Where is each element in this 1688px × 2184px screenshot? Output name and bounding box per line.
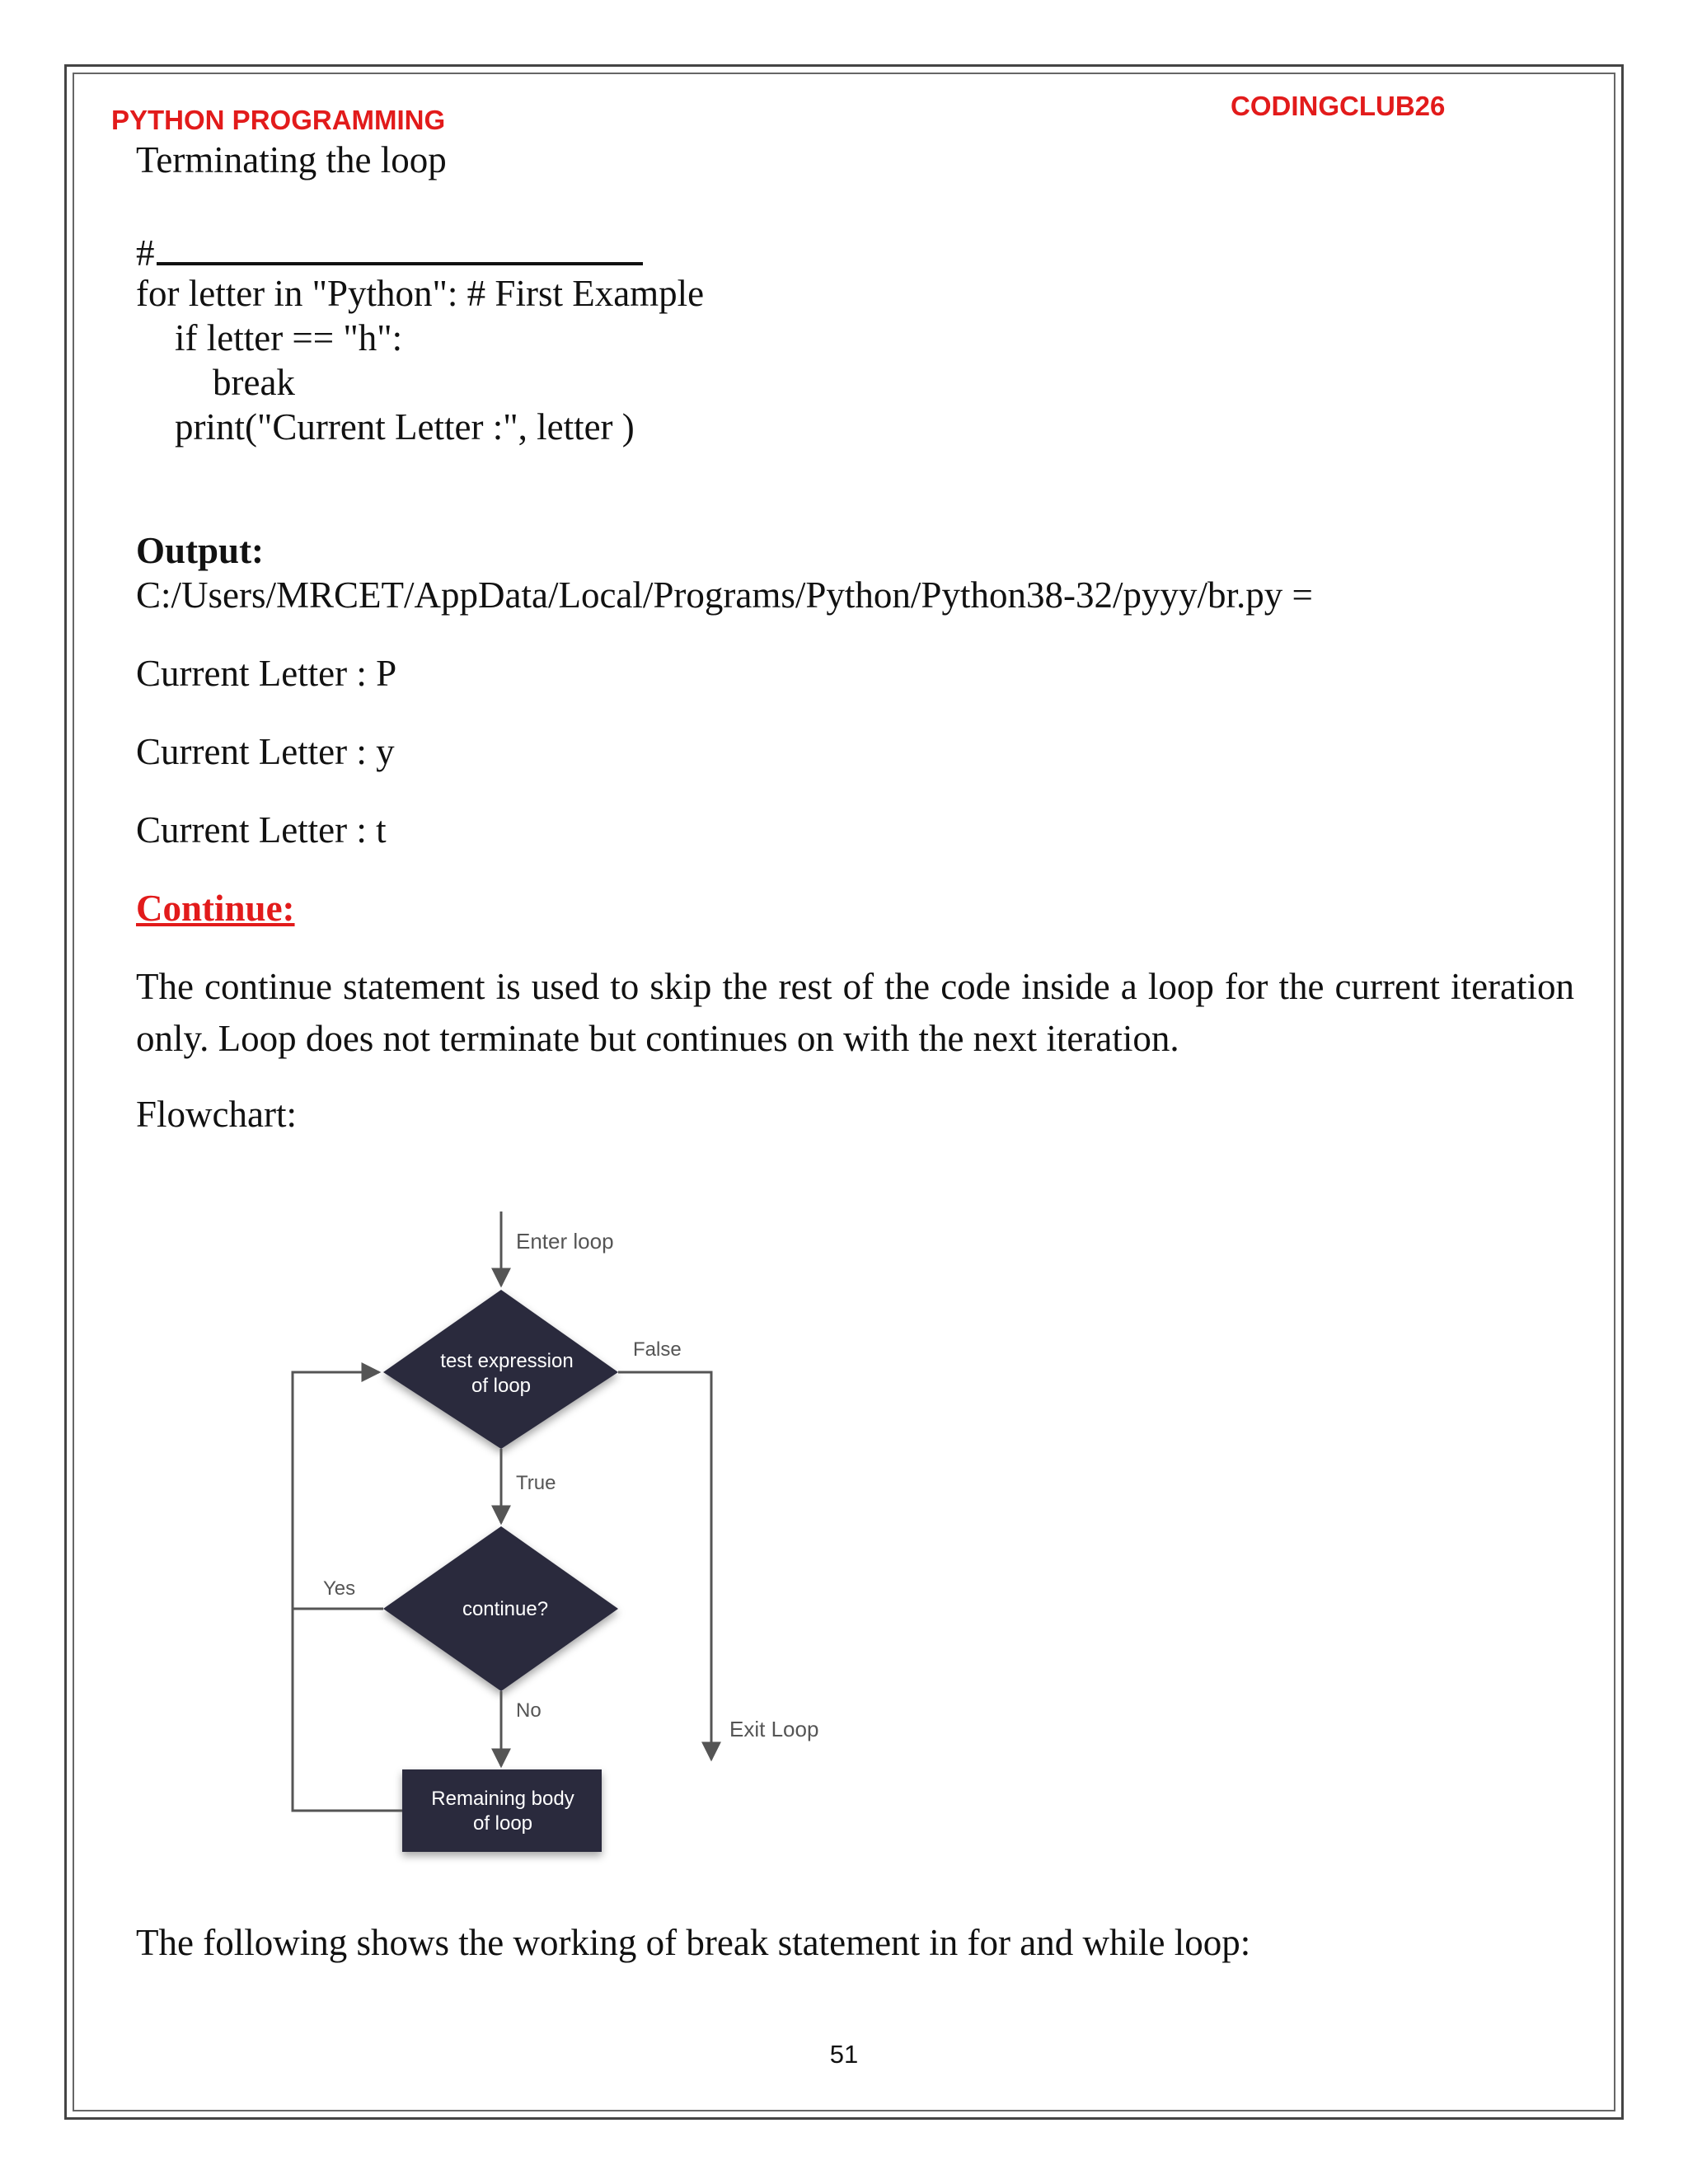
yes-branch-line [293,1372,383,1609]
blank-underline [157,262,643,265]
output-path: C:/Users/MRCET/AppData/Local/Programs/Python/Python38-32/pyyy/br.py = [136,574,1313,616]
code-line: break [213,362,295,403]
flowchart-label: Flowchart: [136,1094,297,1135]
continue-paragraph: The continue statement is used to skip the rest of the code inside a loop for the current iteration only. Loop does not terminate but continues on with the next iteration. [136,966,1574,1059]
test-expression-label: of loop [471,1375,532,1397]
no-label: No [516,1699,542,1722]
section-heading: Terminating the loop [136,139,447,180]
header-right: CODINGCLUB26 [1231,91,1446,121]
remaining-body-box [402,1769,602,1852]
comment-hash: # [136,232,155,274]
body-return-line [293,1609,402,1811]
exit-loop-label: Exit Loop [729,1717,819,1741]
header-left: PYTHON PROGRAMMING [111,105,446,135]
code-line: if letter == "h": [175,317,403,359]
code-line: for letter in "Python": # First Example [136,273,705,314]
code-line: print("Current Letter :", letter ) [175,406,635,448]
output-line: Current Letter : t [136,809,387,851]
enter-loop-label: Enter loop [516,1229,614,1254]
code-comment-line [136,232,643,274]
test-expression-label: test expression [440,1350,574,1372]
output-line: Current Letter : y [136,731,395,772]
output-label: Output: [136,530,265,571]
yes-label: Yes [323,1577,356,1600]
continue-title: Continue: [136,888,295,929]
false-branch-line [618,1372,711,1760]
footer-text: The following shows the working of break statement in for and while loop: [136,1922,1251,1963]
output-line: Current Letter : P [136,653,397,694]
true-label: True [516,1472,556,1494]
continue-question-label: continue? [462,1598,549,1620]
false-label: False [633,1338,682,1361]
remaining-body-label: of loop [472,1812,533,1835]
continue-flowchart [272,1199,849,1883]
page-number: 51 [829,2040,859,2069]
remaining-body-label: Remaining body [431,1788,574,1810]
